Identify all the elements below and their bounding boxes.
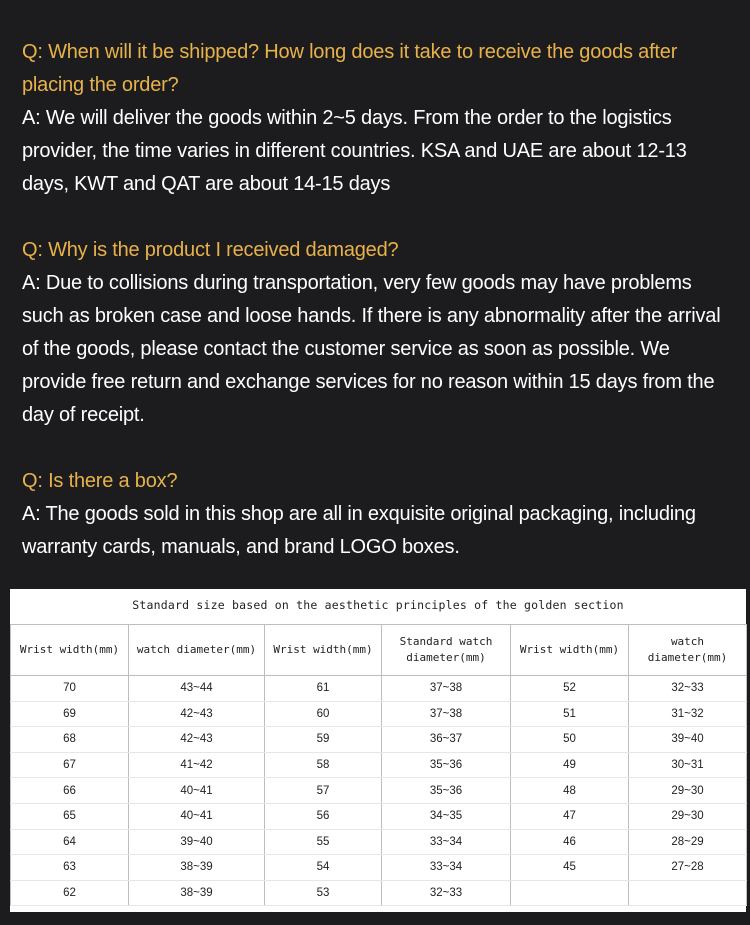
table-cell: 45 <box>511 855 629 881</box>
column-header: Wrist width(mm) <box>265 625 382 676</box>
table-cell: 63 <box>11 855 129 881</box>
table-cell: 58 <box>265 752 382 778</box>
table-cell: 36~37 <box>382 727 511 753</box>
table-cell: 29~30 <box>629 803 747 829</box>
table-cell: 35~36 <box>382 778 511 804</box>
table-cell: 57 <box>265 778 382 804</box>
table-row <box>11 701 747 727</box>
column-header: Wrist width(mm) <box>11 625 129 676</box>
table-cell: 42~43 <box>129 701 265 727</box>
table-cell: 62 <box>11 880 129 906</box>
table-cell: 60 <box>265 701 382 727</box>
table-cell: 29~30 <box>629 778 747 804</box>
table-row <box>11 829 747 855</box>
table-cell: 42~43 <box>129 727 265 753</box>
faq-answer: A: Due to collisions during transportation, very few goods may have problems such as broken case and loose hands. If there is any abnormality after the arrival of the goods, please contact the customer service as soon as possible. We provide free return and exchange services for no reason within 15 days from the day of receipt. <box>22 272 721 426</box>
table-row <box>11 727 747 753</box>
faq-question: Q: Why is the product I received damaged? <box>22 239 399 261</box>
table-cell <box>511 880 629 906</box>
table-cell: 27~28 <box>629 855 747 881</box>
table-row <box>11 676 747 702</box>
table-cell: 47 <box>511 803 629 829</box>
table-cell: 48 <box>511 778 629 804</box>
table-cell: 55 <box>265 829 382 855</box>
column-header: Wrist width(mm) <box>511 625 629 676</box>
faq-item-damage <box>22 234 730 432</box>
table-cell: 66 <box>11 778 129 804</box>
table-row <box>11 880 747 906</box>
table-cell: 33~34 <box>382 855 511 881</box>
table-row <box>11 778 747 804</box>
table-cell: 28~29 <box>629 829 747 855</box>
table-cell <box>629 880 747 906</box>
table-cell: 38~39 <box>129 880 265 906</box>
table-cell: 61 <box>265 676 382 702</box>
table-cell: 40~41 <box>129 778 265 804</box>
table-cell: 39~40 <box>629 727 747 753</box>
table-cell: 30~31 <box>629 752 747 778</box>
table-row <box>11 752 747 778</box>
faq-item-shipping <box>22 36 730 201</box>
table-cell: 50 <box>511 727 629 753</box>
table-row <box>11 855 747 881</box>
column-header: Standard watch diameter(mm) <box>382 625 511 676</box>
table-cell: 32~33 <box>629 676 747 702</box>
table-cell: 46 <box>511 829 629 855</box>
table-cell: 38~39 <box>129 855 265 881</box>
table-cell: 51 <box>511 701 629 727</box>
table-cell: 33~34 <box>382 829 511 855</box>
faq-item-box <box>22 465 730 564</box>
table-cell: 67 <box>11 752 129 778</box>
faq-answer: A: The goods sold in this shop are all in exquisite original packaging, including warranty cards, manuals, and brand LOGO boxes. <box>22 503 696 558</box>
column-header: watch diameter(mm) <box>629 625 747 676</box>
column-header: watch diameter(mm) <box>129 625 265 676</box>
table-row <box>11 803 747 829</box>
size-chart <box>10 589 746 912</box>
table-cell: 56 <box>265 803 382 829</box>
faq-answer: A: We will deliver the goods within 2~5 days. From the order to the logistics provider, the time varies in different countries. KSA and UAE are about 12-13 days, KWT and QAT are about 14-15 days <box>22 107 687 195</box>
table-cell: 54 <box>265 855 382 881</box>
table-cell: 41~42 <box>129 752 265 778</box>
table-cell: 34~35 <box>382 803 511 829</box>
faq-question: Q: When will it be shipped? How long does it take to receive the goods after placing the order? <box>22 41 678 96</box>
table-cell: 37~38 <box>382 701 511 727</box>
table-cell: 40~41 <box>129 803 265 829</box>
table-cell: 43~44 <box>129 676 265 702</box>
table-cell: 70 <box>11 676 129 702</box>
faq-question: Q: Is there a box? <box>22 470 178 492</box>
table-cell: 31~32 <box>629 701 747 727</box>
table-cell: 68 <box>11 727 129 753</box>
table-cell: 53 <box>265 880 382 906</box>
table-cell: 32~33 <box>382 880 511 906</box>
table-cell: 59 <box>265 727 382 753</box>
size-chart-caption: Standard size based on the aesthetic principles of the golden section <box>132 598 624 612</box>
faq-section <box>22 36 730 597</box>
table-cell: 52 <box>511 676 629 702</box>
table-cell: 39~40 <box>129 829 265 855</box>
table-cell: 35~36 <box>382 752 511 778</box>
table-header-row <box>11 625 747 676</box>
table-cell: 49 <box>511 752 629 778</box>
table-cell: 64 <box>11 829 129 855</box>
table-cell: 65 <box>11 803 129 829</box>
size-table <box>10 624 747 906</box>
table-cell: 37~38 <box>382 676 511 702</box>
table-cell: 69 <box>11 701 129 727</box>
